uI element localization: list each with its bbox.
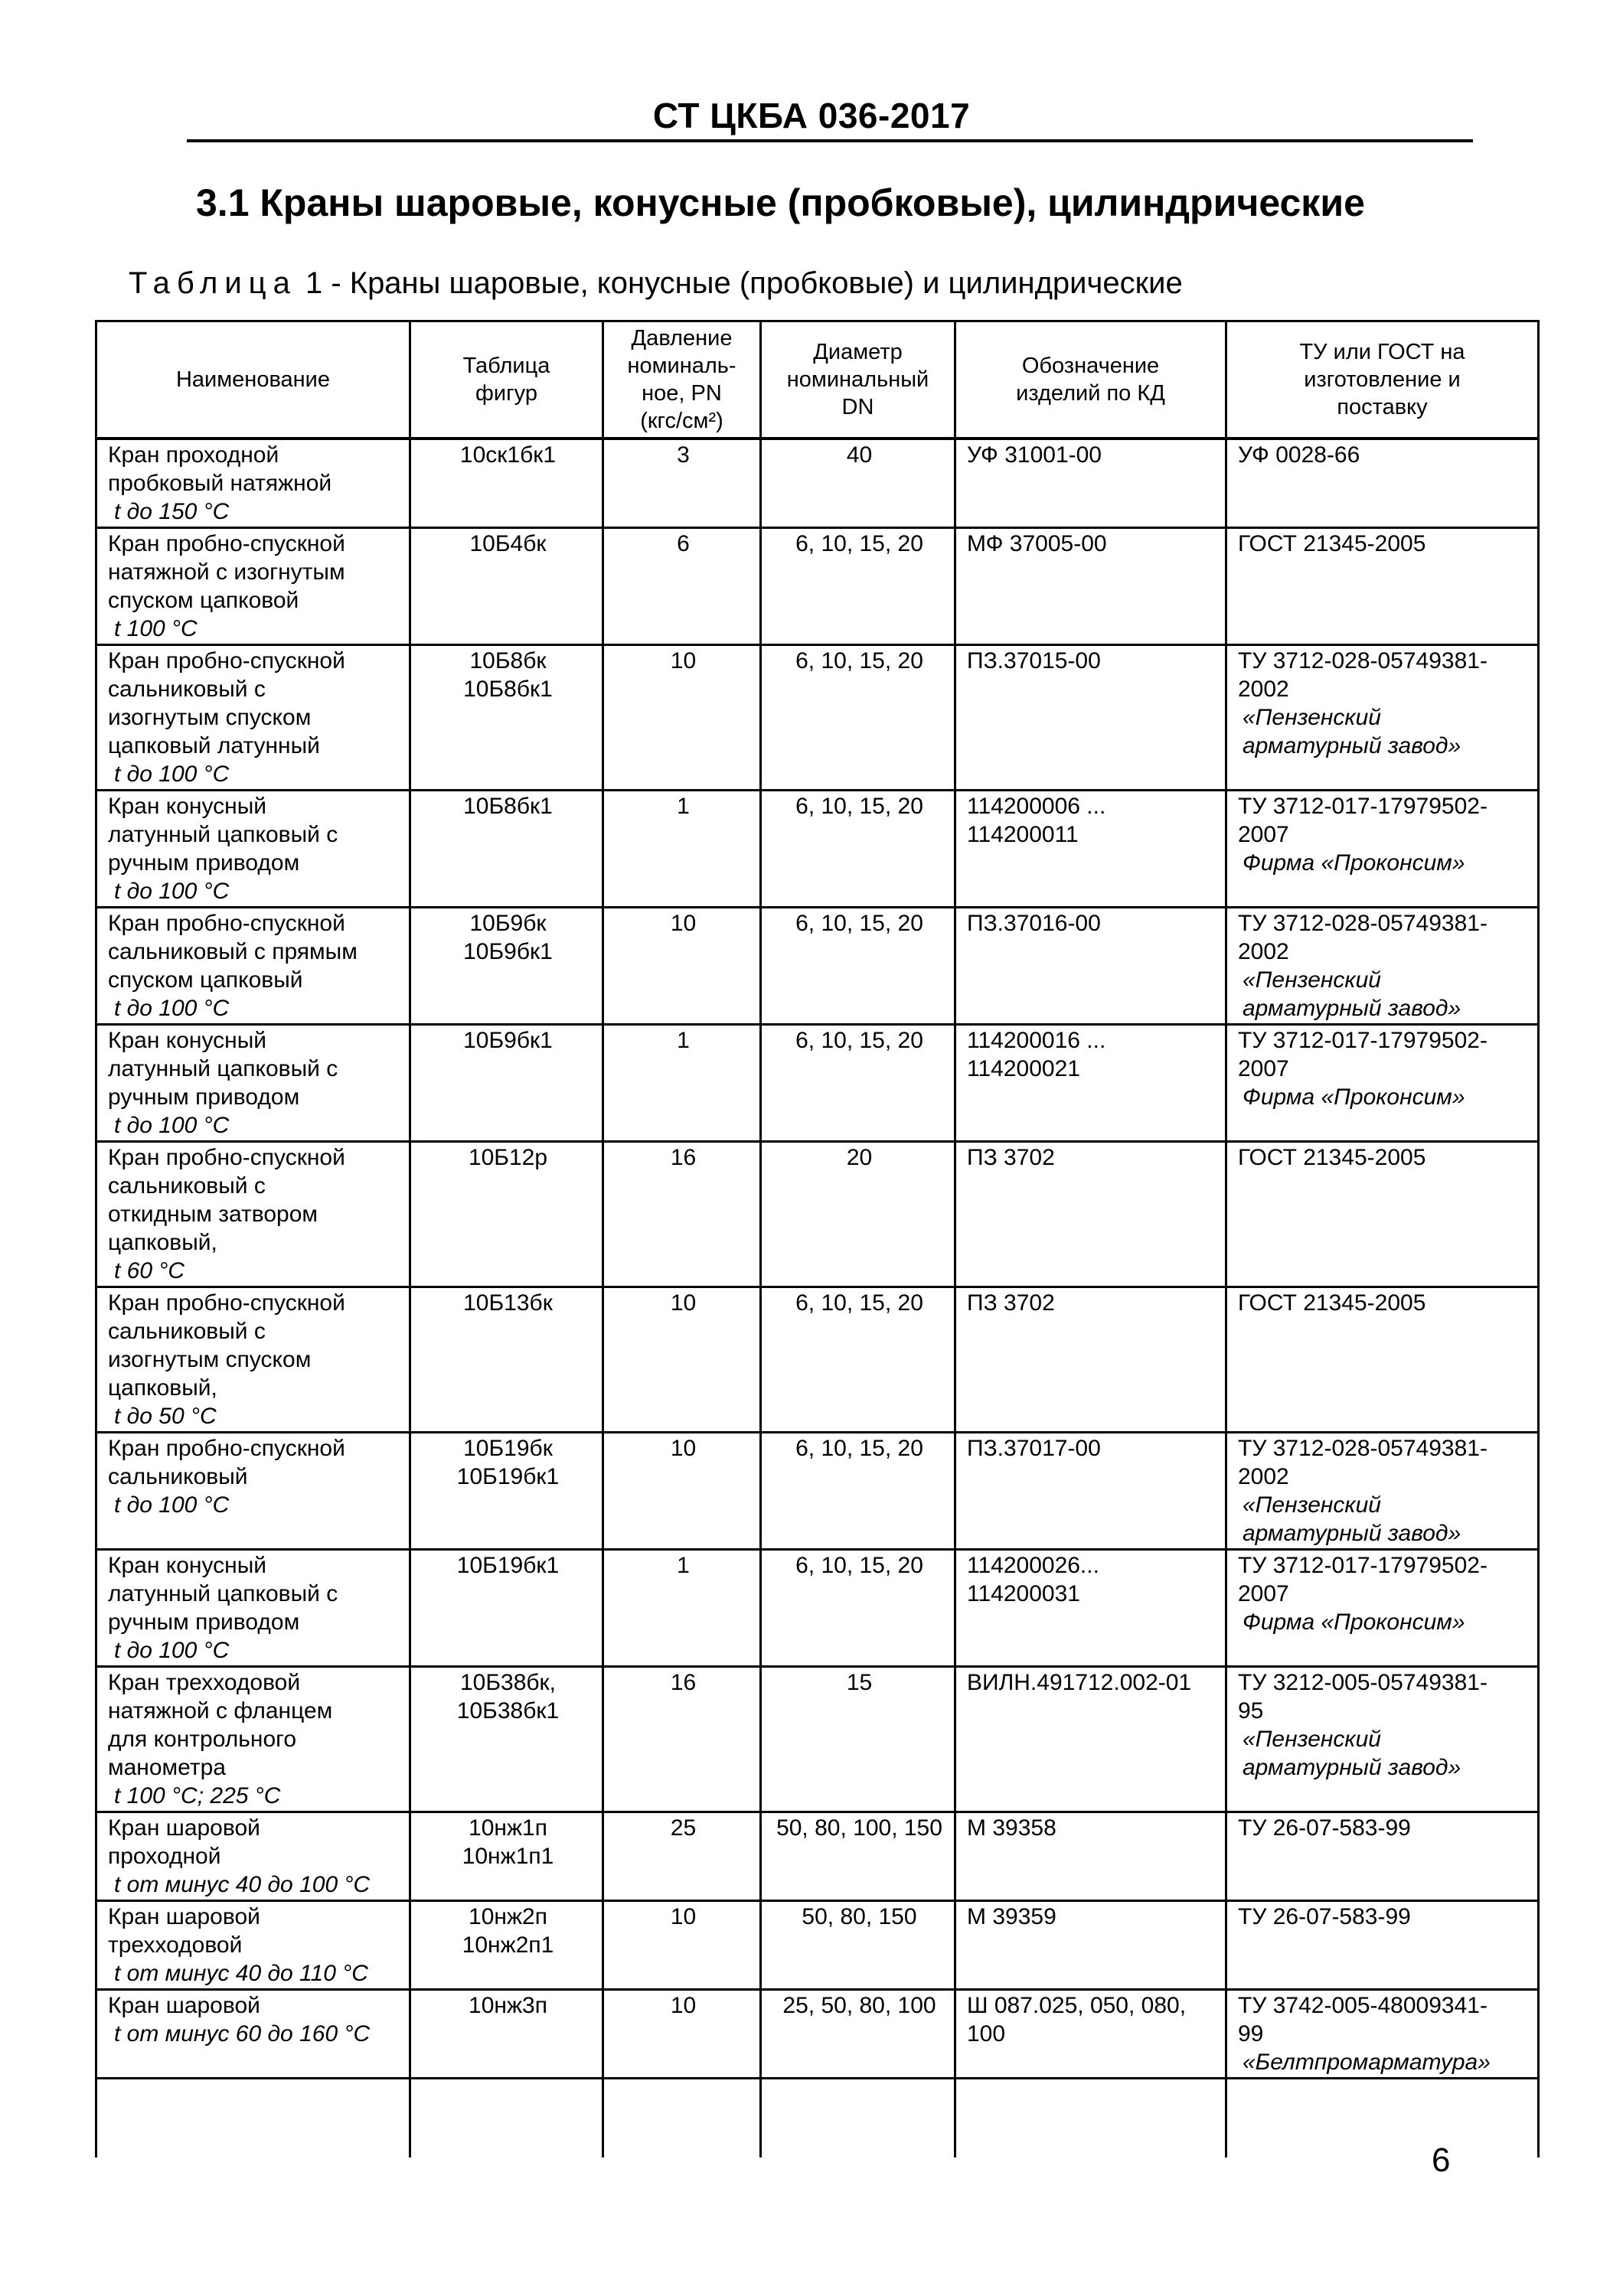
cell-standard: [1226, 1667, 1539, 1812]
standard-line: 2002: [1238, 677, 1289, 702]
cell-pressure: 16: [603, 1142, 761, 1287]
cell-pressure: 10: [603, 1990, 761, 2079]
cell-diameter: 40: [761, 439, 955, 528]
cell-diameter: 6, 10, 15, 20: [761, 908, 955, 1025]
cell-name: [96, 791, 410, 908]
name-line: цапковый,: [108, 1230, 217, 1255]
cell-name: [96, 439, 410, 528]
name-line: сальниковый: [108, 1464, 248, 1489]
empty-cell: [603, 2079, 761, 2158]
cell-designation: [955, 1025, 1226, 1142]
name-line: цапковый,: [108, 1375, 217, 1401]
designation-line: ПЗ.37015-00: [967, 648, 1101, 673]
standard-line: ТУ 3712-028-05749381-: [1238, 1436, 1487, 1461]
standard-line: ТУ 3212-005-05749381-: [1238, 1670, 1487, 1695]
table-row: [96, 528, 1539, 645]
designation-line: ПЗ 3702: [967, 1145, 1055, 1170]
name-line: манометра: [108, 1755, 226, 1780]
manufacturer-line: арматурный завод»: [1243, 733, 1461, 758]
cell-diameter: 6, 10, 15, 20: [761, 1433, 955, 1550]
name-line: натяжной с изогнутым: [108, 559, 345, 585]
cell-figure: [410, 1142, 603, 1287]
cell-designation: [955, 528, 1226, 645]
cell-name: [96, 1142, 410, 1287]
name-line: Кран конусный: [108, 1553, 267, 1578]
empty-cell: [96, 2079, 410, 2158]
figure-code: 10Б19бк1: [456, 1464, 560, 1489]
name-line: латунный цапковый с: [108, 1581, 338, 1606]
manufacturer-line: «Пензенский: [1243, 705, 1381, 730]
cell-designation: [955, 645, 1226, 791]
temperature-note: t 100 °C: [114, 616, 198, 641]
name-line: Кран пробно-спускной: [108, 911, 345, 936]
figure-code: 10Б8бк1: [463, 677, 553, 702]
cell-figure: [410, 1287, 603, 1433]
empty-cell: [1226, 2079, 1539, 2158]
designation-line: Ш 087.025, 050, 080,: [967, 1993, 1187, 2018]
figure-code: 10Б9бк1: [463, 939, 553, 964]
cell-designation: [955, 908, 1226, 1025]
standard-line: ТУ 3742-005-48009341-: [1238, 1993, 1487, 2018]
cell-designation: [955, 1990, 1226, 2079]
cell-figure: [410, 1812, 603, 1901]
designation-line: 114200011: [967, 822, 1079, 847]
table-row: [96, 1025, 1539, 1142]
cell-standard: [1226, 439, 1539, 528]
standard-line: 2007: [1238, 1056, 1289, 1081]
empty-cell: [761, 2079, 955, 2158]
figure-code: 10Б8бк: [469, 648, 547, 673]
cell-pressure: 10: [603, 908, 761, 1025]
manufacturer-line: «Пензенский: [1243, 967, 1381, 993]
name-line: ручным приводом: [108, 850, 300, 876]
cell-designation: [955, 1812, 1226, 1901]
cell-name: [96, 528, 410, 645]
figure-code: 10Б9бк1: [463, 1028, 553, 1053]
cell-standard: [1226, 908, 1539, 1025]
table-row: [96, 1990, 1539, 2079]
header-standard: ТУ или ГОСТ на изготовление и поставку: [1226, 321, 1539, 439]
standard-line: ТУ 3712-017-17979502-: [1238, 794, 1487, 819]
table-row: [96, 1287, 1539, 1433]
manufacturer-line: арматурный завод»: [1243, 996, 1461, 1021]
figure-code: 10Б19бк: [463, 1436, 553, 1461]
figure-code: 10нж1п: [469, 1815, 547, 1841]
name-line: спуском цапковой: [108, 588, 299, 613]
temperature-note: t от минус 60 до 160 °C: [114, 2021, 371, 2047]
table-row: [96, 908, 1539, 1025]
manufacturer-line: арматурный завод»: [1243, 1521, 1461, 1546]
cell-name: [96, 1287, 410, 1433]
figure-code: 10Б12р: [468, 1145, 548, 1170]
cell-designation: [955, 439, 1226, 528]
name-line: ручным приводом: [108, 1084, 300, 1110]
cell-figure: [410, 528, 603, 645]
name-line: латунный цапковый с: [108, 1056, 338, 1081]
table-row: [96, 791, 1539, 908]
cell-name: [96, 1550, 410, 1667]
section-title: 3.1 Краны шаровые, конусные (пробковые), цилиндрические: [196, 181, 1365, 224]
name-line: изогнутым спуском: [108, 705, 312, 730]
figure-code: 10Б38бк1: [456, 1698, 560, 1724]
temperature-note: t до 100 °C: [114, 1113, 230, 1138]
cell-diameter: 25, 50, 80, 100: [761, 1990, 955, 2079]
designation-line: ВИЛН.491712.002-01: [967, 1670, 1192, 1695]
cell-pressure: 10: [603, 1287, 761, 1433]
cell-pressure: 6: [603, 528, 761, 645]
name-line: трехходовой: [108, 1932, 243, 1958]
cell-pressure: 10: [603, 645, 761, 791]
cell-diameter: 20: [761, 1142, 955, 1287]
cell-standard: [1226, 1901, 1539, 1990]
cell-diameter: 6, 10, 15, 20: [761, 1025, 955, 1142]
cell-pressure: 25: [603, 1812, 761, 1901]
designation-line: 114200006 ...: [967, 794, 1106, 819]
cell-pressure: 3: [603, 439, 761, 528]
standard-line: 99: [1238, 2021, 1264, 2047]
cell-designation: [955, 1667, 1226, 1812]
temperature-note: t до 100 °C: [114, 1638, 230, 1663]
name-line: сальниковый с прямым: [108, 939, 358, 964]
name-line: Кран пробно-спускной: [108, 1145, 345, 1170]
designation-line: ПЗ.37016-00: [967, 911, 1101, 936]
name-line: Кран проходной: [108, 442, 279, 468]
table-continuation: [96, 2079, 1539, 2158]
name-line: пробковый натяжной: [108, 471, 332, 496]
header-figure: Таблица фигур: [410, 321, 603, 439]
cell-name: [96, 1433, 410, 1550]
name-line: сальниковый с: [108, 1319, 266, 1344]
cell-name: [96, 645, 410, 791]
table-row: [96, 1812, 1539, 1901]
cell-pressure: 16: [603, 1667, 761, 1812]
cell-standard: [1226, 1433, 1539, 1550]
standard-line: 95: [1238, 1698, 1264, 1724]
name-line: ручным приводом: [108, 1609, 300, 1635]
manufacturer-line: «Пензенский: [1243, 1492, 1381, 1518]
cell-name: [96, 908, 410, 1025]
header-pressure: Давление номиналь- ное, PN (кгс/см²): [603, 321, 761, 439]
cell-diameter: 50, 80, 100, 150: [761, 1812, 955, 1901]
designation-line: 114200021: [967, 1056, 1080, 1081]
standard-line: ГОСТ 21345-2005: [1238, 1145, 1426, 1170]
name-line: Кран пробно-спускной: [108, 1436, 345, 1461]
figure-code: 10Б13бк: [463, 1290, 553, 1316]
header-designation: Обозначение изделий по КД: [955, 321, 1226, 439]
cell-diameter: 50, 80, 150: [761, 1901, 955, 1990]
figure-code: 10Б19бк1: [456, 1553, 560, 1578]
figure-code: 10ск1бк1: [459, 442, 557, 468]
temperature-note: t до 100 °C: [114, 1492, 230, 1518]
cell-figure: [410, 1901, 603, 1990]
temperature-note: t 100 °C; 225 °C: [114, 1783, 281, 1808]
name-line: натяжной с фланцем: [108, 1698, 333, 1724]
cell-figure: [410, 439, 603, 528]
table-row: [96, 1142, 1539, 1287]
standard-line: ГОСТ 21345-2005: [1238, 1290, 1426, 1316]
cell-figure: [410, 1550, 603, 1667]
manufacturer-line: Фирма «Проконсим»: [1243, 850, 1465, 876]
table-caption-word: Таблица: [129, 266, 297, 300]
table-row: [96, 1433, 1539, 1550]
cell-pressure: 10: [603, 1901, 761, 1990]
table-row: [96, 439, 1539, 528]
cell-designation: [955, 1287, 1226, 1433]
designation-line: ПЗ 3702: [967, 1290, 1055, 1316]
standard-line: ТУ 3712-028-05749381-: [1238, 648, 1487, 673]
manufacturer-line: Фирма «Проконсим»: [1243, 1084, 1465, 1110]
designation-line: М 39358: [967, 1815, 1056, 1841]
figure-code: 10нж2п1: [462, 1932, 554, 1958]
name-line: Кран пробно-спускной: [108, 531, 345, 556]
cell-designation: [955, 1142, 1226, 1287]
manufacturer-line: Фирма «Проконсим»: [1243, 1609, 1465, 1635]
table-body: [96, 439, 1539, 2157]
temperature-note: t от минус 40 до 100 °C: [114, 1872, 371, 1897]
cell-diameter: 6, 10, 15, 20: [761, 791, 955, 908]
name-line: откидным затвором: [108, 1202, 318, 1227]
standard-line: ТУ 3712-028-05749381-: [1238, 911, 1487, 936]
designation-line: УФ 31001-00: [967, 442, 1102, 468]
cell-designation: [955, 1433, 1226, 1550]
name-line: Кран шаровой: [108, 1904, 260, 1929]
cell-standard: [1226, 791, 1539, 908]
cell-standard: [1226, 1812, 1539, 1901]
name-line: спуском цапковый: [108, 967, 303, 993]
cell-pressure: 1: [603, 1025, 761, 1142]
standard-line: ТУ 26-07-583-99: [1238, 1904, 1411, 1929]
page-number: 6: [1432, 2141, 1451, 2179]
cell-standard: [1226, 1287, 1539, 1433]
cell-standard: [1226, 1142, 1539, 1287]
standard-line: ТУ 26-07-583-99: [1238, 1815, 1411, 1841]
designation-line: ПЗ.37017-00: [967, 1436, 1101, 1461]
figure-code: 10Б8бк1: [463, 794, 553, 819]
table-row: [96, 1901, 1539, 1990]
cell-diameter: 6, 10, 15, 20: [761, 528, 955, 645]
empty-cell: [955, 2079, 1226, 2158]
figure-code: 10нж2п: [469, 1904, 547, 1929]
cell-figure: [410, 1433, 603, 1550]
standard-line: 2002: [1238, 1464, 1289, 1489]
header-name: Наименование: [96, 321, 410, 439]
figure-code: 10Б38бк,: [459, 1670, 557, 1695]
name-line: Кран трехходовой: [108, 1670, 301, 1695]
cell-designation: [955, 1901, 1226, 1990]
designation-line: 114200031: [967, 1581, 1080, 1606]
designation-line: 114200026...: [967, 1553, 1099, 1578]
document-code: СТ ЦКБА 036-2017: [652, 96, 971, 135]
spec-table: [95, 320, 1540, 2157]
temperature-note: t до 100 °C: [114, 879, 230, 904]
cell-standard: [1226, 645, 1539, 791]
standard-line: ТУ 3712-017-17979502-: [1238, 1553, 1487, 1578]
cell-standard: [1226, 528, 1539, 645]
cell-name: [96, 1990, 410, 2079]
name-line: Кран конусный: [108, 1028, 267, 1053]
temperature-note: t до 100 °C: [114, 996, 230, 1021]
manufacturer-line: «Пензенский: [1243, 1727, 1381, 1752]
name-line: сальниковый с: [108, 1173, 266, 1199]
temperature-note: t до 150 °C: [114, 499, 230, 524]
name-line: изогнутым спуском: [108, 1347, 312, 1372]
designation-line: 114200016 ...: [967, 1028, 1106, 1053]
cell-figure: [410, 908, 603, 1025]
standard-line: УФ 0028-66: [1238, 442, 1360, 468]
cell-name: [96, 1667, 410, 1812]
table-row: [96, 645, 1539, 791]
cell-figure: [410, 791, 603, 908]
manufacturer-line: «Белтпромарматура»: [1243, 2050, 1491, 2075]
cell-figure: [410, 1667, 603, 1812]
name-line: проходной: [108, 1844, 221, 1869]
name-line: Кран пробно-спускной: [108, 1290, 345, 1316]
name-line: Кран шаровой: [108, 1993, 260, 2018]
table-caption: [129, 266, 1183, 301]
name-line: сальниковый с: [108, 677, 266, 702]
cell-pressure: 1: [603, 791, 761, 908]
manufacturer-line: арматурный завод»: [1243, 1755, 1461, 1780]
standard-line: 2002: [1238, 939, 1289, 964]
cell-name: [96, 1901, 410, 1990]
cell-figure: [410, 1990, 603, 2079]
figure-code: 10Б4бк: [469, 531, 547, 556]
figure-code: 10нж1п1: [462, 1844, 554, 1869]
cell-name: [96, 1812, 410, 1901]
cell-figure: [410, 645, 603, 791]
figure-code: 10нж3п: [469, 1993, 547, 2018]
table-row: [96, 1667, 1539, 1812]
table-row: [96, 1550, 1539, 1667]
name-line: латунный цапковый с: [108, 822, 338, 847]
figure-code: 10Б9бк: [469, 911, 547, 936]
cell-diameter: 6, 10, 15, 20: [761, 645, 955, 791]
cell-standard: [1226, 1025, 1539, 1142]
cell-pressure: 10: [603, 1433, 761, 1550]
temperature-note: t до 100 °C: [114, 762, 230, 787]
designation-line: М 39359: [967, 1904, 1056, 1929]
cell-figure: [410, 1025, 603, 1142]
name-line: Кран конусный: [108, 794, 267, 819]
cell-standard: [1226, 1550, 1539, 1667]
designation-line: МФ 37005-00: [967, 531, 1107, 556]
temperature-note: t до 50 °C: [114, 1404, 217, 1429]
name-line: для контрольного: [108, 1727, 297, 1752]
standard-line: ГОСТ 21345-2005: [1238, 531, 1426, 556]
cell-diameter: 6, 10, 15, 20: [761, 1550, 955, 1667]
standard-line: 2007: [1238, 1581, 1289, 1606]
cell-diameter: 15: [761, 1667, 955, 1812]
temperature-note: t от минус 40 до 110 °C: [114, 1961, 368, 1986]
header-rule: [187, 139, 1473, 142]
name-line: цапковый латунный: [108, 733, 320, 758]
cell-designation: [955, 1550, 1226, 1667]
table-header-row: [96, 321, 1539, 439]
header-diameter: Диаметр номинальный DN: [761, 321, 955, 439]
name-line: Кран пробно-спускной: [108, 648, 345, 673]
empty-cell: [410, 2079, 603, 2158]
name-line: Кран шаровой: [108, 1815, 260, 1841]
cell-diameter: 6, 10, 15, 20: [761, 1287, 955, 1433]
cell-standard: [1226, 1990, 1539, 2079]
cell-designation: [955, 791, 1226, 908]
standard-line: 2007: [1238, 822, 1289, 847]
temperature-note: t 60 °C: [114, 1258, 185, 1283]
table-caption-text: 1 - Краны шаровые, конусные (пробковые) и цилиндрические: [305, 266, 1183, 300]
designation-line: 100: [967, 2021, 1006, 2047]
cell-pressure: 1: [603, 1550, 761, 1667]
cell-name: [96, 1025, 410, 1142]
standard-line: ТУ 3712-017-17979502-: [1238, 1028, 1487, 1053]
